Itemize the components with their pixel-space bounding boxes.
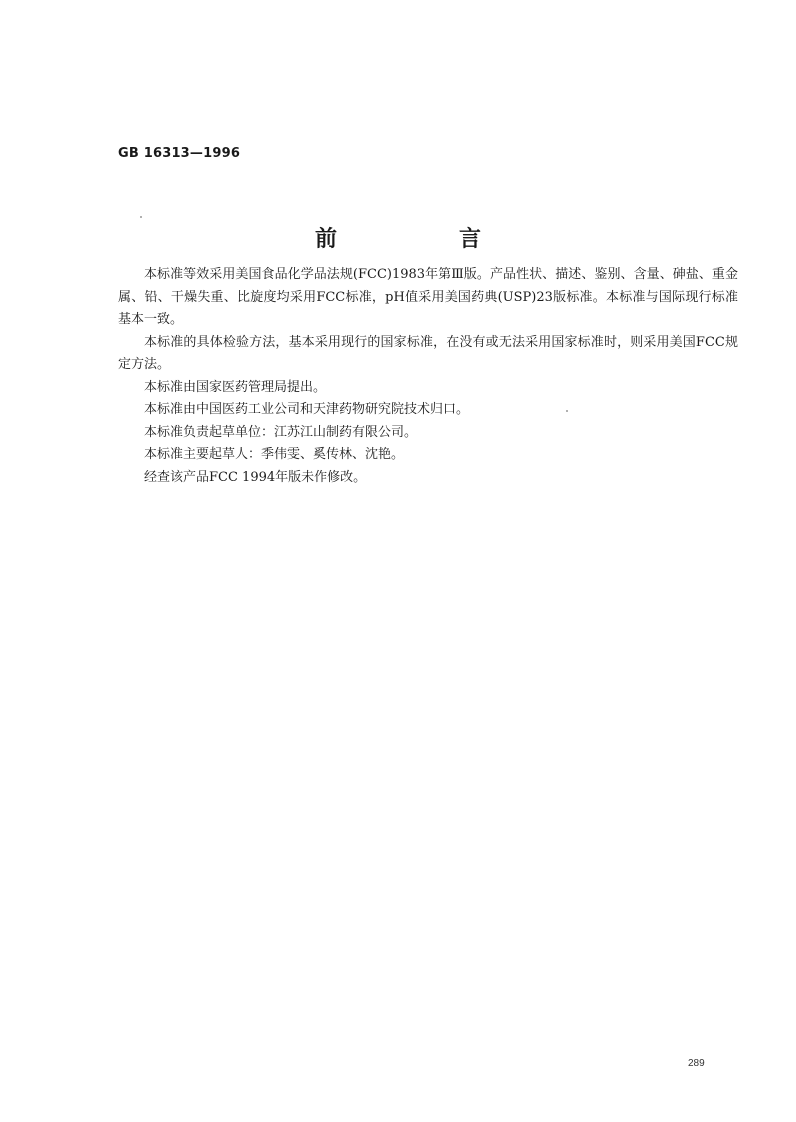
- standard-code: GB 16313—1996: [118, 146, 241, 161]
- page-title: 前 言: [314, 226, 531, 252]
- paragraph-test-methods: 本标准的具体检验方法，基本采用现行的国家标准，在没有或无法采用国家标准时，则采用美国FCC规定方法。: [118, 334, 738, 372]
- paragraph-proposer: 本标准由国家医药管理局提出。: [144, 379, 327, 395]
- paragraph-revision-note: 经查该产品FCC 1994年版未作修改。: [144, 469, 367, 485]
- page-number: 289: [688, 1058, 705, 1069]
- scan-speck: [140, 216, 142, 218]
- scan-speck: [566, 410, 568, 412]
- paragraph-adoption: 本标准等效采用美国食品化学品法规(FCC)1983年第Ⅲ版。产品性状、描述、鉴别、含量、砷盐、重金属、铅、干燥失重、比旋度均采用FCC标准，pH值采用美国药典(USP)23版标准。本标准与国际现行标准基本一致。: [118, 267, 738, 327]
- paragraph-centralized: 本标准由中国医药工业公司和天津药物研究院技术归口。: [144, 402, 470, 417]
- paragraph-drafters: 本标准主要起草人：季伟雯、奚传林、沈艳。: [144, 447, 405, 462]
- paragraph-drafting-unit: 本标准负责起草单位：江苏江山制药有限公司。: [144, 424, 418, 440]
- foreword-body: [118, 264, 738, 489]
